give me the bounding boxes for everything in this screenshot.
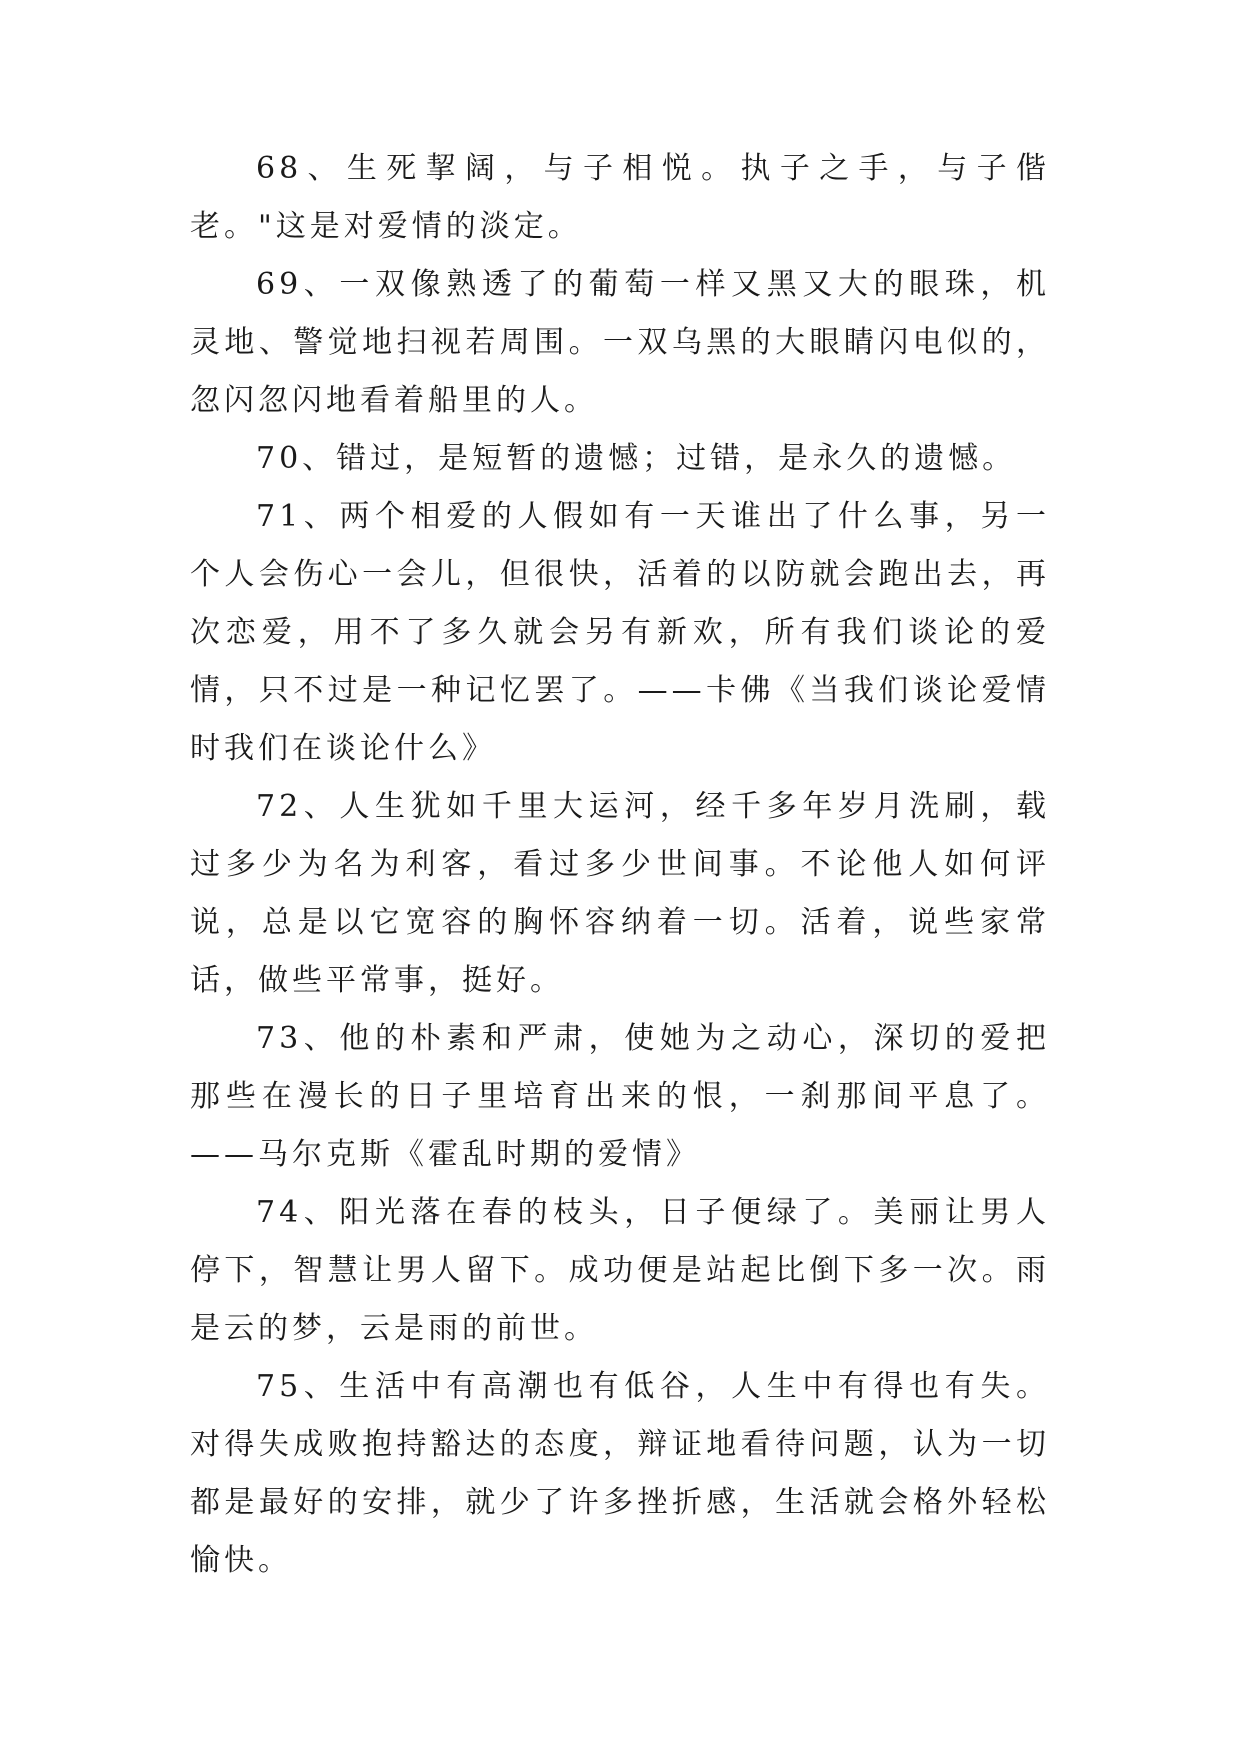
paragraph-70: 70、错过，是短暂的遗憾；过错，是永久的遗憾。 bbox=[256, 441, 1017, 476]
paragraph-71: 71、两个相爱的人假如有一天谁出了什么事，另一个人会伤心一会儿，但很快，活着的以防就会跑出去，再次恋爱，用不了多久就会另有新欢，所有我们谈论的爱情，只不过是一种记忆罢了。——卡佛《当我们谈论爱情时我们在谈论什么》 bbox=[190, 499, 1050, 766]
paragraph-72: 72、人生犹如千里大运河，经千多年岁月洗刷，载过多少为名为利客，看过多少世间事。不论他人如何评说，总是以它宽容的胸怀容纳着一切。活着，说些家常话，做些平常事，挺好。 bbox=[190, 789, 1050, 998]
document-body bbox=[190, 140, 1050, 1590]
paragraph-68: 68、生死挈阔，与子相悦。执子之手，与子偕老。"这是对爱情的淡定。 bbox=[190, 151, 1050, 244]
paragraph-73: 73、他的朴素和严肃，使她为之动心，深切的爱把那些在漫长的日子里培育出来的恨，一刹那间平息了。——马尔克斯《霍乱时期的爱情》 bbox=[190, 1021, 1050, 1172]
paragraph-75: 75、生活中有高潮也有低谷，人生中有得也有失。对得失成败抱持豁达的态度，辩证地看待问题，认为一切都是最好的安排，就少了许多挫折感，生活就会格外轻松愉快。 bbox=[190, 1369, 1050, 1578]
paragraph-74: 74、阳光落在春的枝头，日子便绿了。美丽让男人停下，智慧让男人留下。成功便是站起比倒下多一次。雨是云的梦，云是雨的前世。 bbox=[190, 1195, 1050, 1346]
paragraph-69: 69、一双像熟透了的葡萄一样又黑又大的眼珠，机灵地、警觉地扫视若周围。一双乌黑的大眼睛闪电似的，忽闪忽闪地看着船里的人。 bbox=[190, 267, 1050, 418]
